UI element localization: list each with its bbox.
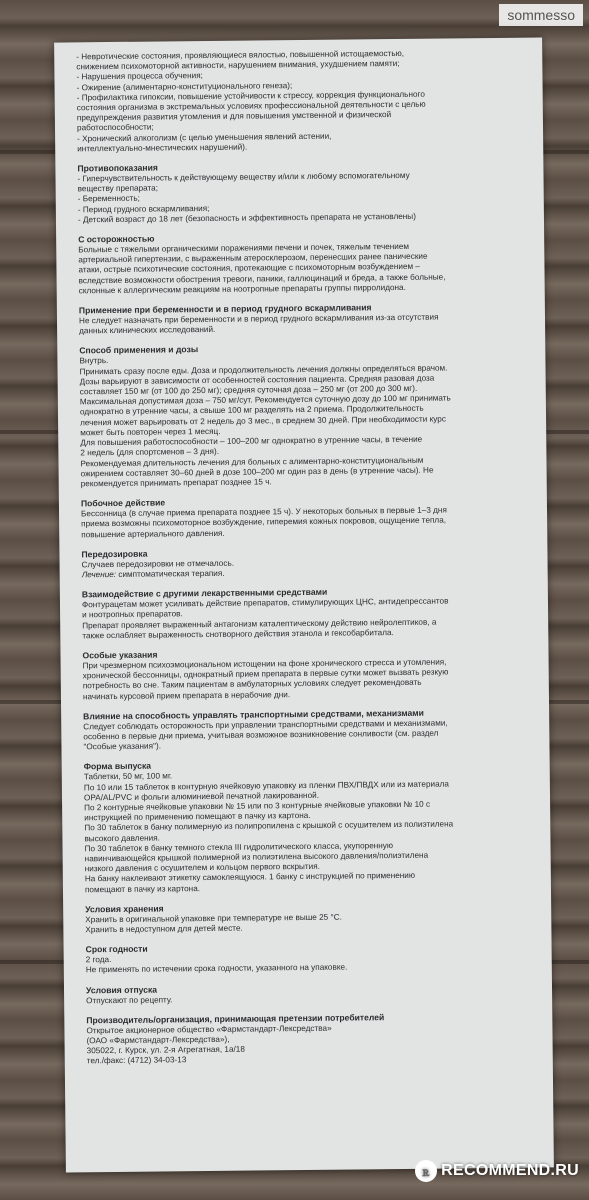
section-heading: Взаимодействие с другими лекарственными средствами [81, 586, 328, 600]
italic-label: Лечение: [81, 569, 117, 580]
text-line: Больные с тяжелыми органическими поражениями печени и почек, тяжелым течением [78, 241, 410, 255]
section-heading: Передозировка [81, 548, 148, 560]
section-heading: Способ применения и дозы [79, 344, 199, 356]
text-line: состояния организма в экстремальных условиях профессиональной деятельности с целью [76, 99, 426, 113]
text-line: - Беременность; [77, 194, 140, 204]
text-line: Для повышения работоспособности – 100–200 мг однократно в утренние часы, в течение [80, 434, 423, 448]
text-line: Таблетки, 50 мг, 100 мг. [83, 771, 173, 782]
text-line: - Гиперчувствительность к действующему веществу и/или к любому вспомогательному [77, 170, 410, 184]
text-line: 2 недель (для спортсменов – 3 дня). [80, 447, 220, 458]
text-line: Дозы варьируют в зависимости от особенностей состояния пациента. Средняя разовая доза [79, 373, 435, 387]
text-line: Случаев передозировки не отмечалось. [81, 558, 235, 570]
text-line: лечения может варьировать от 2 недель до 3 мес., в среднем 30 дней. При необходимости курс [80, 414, 446, 428]
text-line: хронической бессонницы, однократный прием препарата в первые сутки может вызвать резкую [82, 667, 449, 681]
text-line: составляет 150 мг (от 100 до 250 мг); средняя суточная доза – 250 мг (от 200 до 300 мг). [79, 383, 418, 397]
text-line: Бессонница (в случае приема препарата позднее 15 ч). У некоторых больных в первые 1–3 дня [80, 505, 447, 519]
text-line: рекомендуется принимать препарат позднее 15 ч. [80, 477, 272, 489]
leaflet-section [82, 646, 535, 703]
text-line: работоспособности; [76, 122, 154, 133]
text-line: навинчивающейся крышкой полимерной из полиэтилена высокого давления/полиэтилена [84, 850, 429, 864]
text-line: - Нарушения процесса обучения; [76, 71, 203, 82]
text-line: Внутрь. [79, 356, 109, 366]
text-line: 2 года. [85, 955, 112, 965]
text-line: Фонтурацетам может усиливать действие препаратов, стимулирующих ЦНС, антидепрессантов [81, 596, 449, 610]
text-line: и ноотропных препаратов. [82, 609, 183, 620]
leaflet-section [79, 341, 532, 489]
text-line: низкого давления с осушителем и кольцом первого вскрытия. [84, 862, 320, 874]
text-line: снижением психомоторной активности, нарушением внимания, ухудшением памяти; [76, 59, 400, 72]
text-line: По 2 контурные ячейковые упаковки № 15 или по 3 контурные ячейковые упаковки № 10 с [84, 799, 431, 813]
text-line: Хранить в оригинальной упаковке при температуре не выше 25 °С. [85, 912, 342, 925]
text-line: тел./факс: (4712) 34-03-13 [86, 1055, 187, 1066]
leaflet-section [83, 706, 535, 752]
text-line: высокого давления. [84, 833, 160, 843]
text-line: - Ожирение (алиментарно-конституционального генеза); [76, 80, 293, 92]
section-heading: Особые указания [82, 649, 158, 661]
text-line: может быть повторен через 1 месяц. [80, 426, 221, 438]
section-heading: Производитель/организация, принимающая претензии потребителей [86, 1011, 385, 1026]
text-line: приема возможны психомоторное возбуждение, гиперемия кожных покровов, ощущение тепла, [81, 515, 447, 529]
section-heading: Применение при беременности и в период грудного вскармливания [78, 302, 372, 316]
text-line: (ОАО «Фармстандарт-Лексредства»), [86, 1034, 230, 1046]
text-line: - Детский возраст до 18 лет (безопасность и эффективность препарата не установлены) [77, 211, 416, 225]
text-line: 305022, г. Курск, ул. 2-я Агрегатная, 1а/18 [86, 1044, 245, 1056]
leaflet-section [86, 1010, 539, 1067]
leaflet-section [82, 585, 535, 642]
leaflet-section [86, 980, 538, 1006]
recommend-logo [415, 1160, 579, 1182]
text-line: Хранить в недоступном для детей месте. [85, 923, 243, 935]
text-line: По 10 или 15 таблеток в контурную ячейковую упаковку из пленки ПВХ/ПВДХ или из материала [83, 779, 450, 792]
text-line: - Профилактика гипоксии, повышение устойчивости к стрессу, коррекция функционального [76, 89, 425, 103]
section-heading: Форма выпуска [83, 760, 152, 772]
section-heading: С осторожностью [78, 233, 155, 245]
leaflet-section [81, 544, 533, 580]
section-heading: Срок годности [85, 943, 148, 955]
text-line: данных клинических исследований. [79, 325, 216, 336]
text-line: повышение артериального давления. [81, 528, 225, 539]
text-line: предупреждения развития утомления и для повышения умственной и физической [76, 110, 392, 123]
text-line: особенно в первые дни приема, учитывая возможное возникновение сонливости (см. раздел [83, 728, 439, 742]
text-line: Принимать сразу после еды. Доза и продолжительность лечения должны определяться врачом. [79, 363, 448, 377]
recommend-icon: ꭱ [415, 1160, 437, 1182]
leaflet-section [86, 940, 538, 976]
text-line: OPA/AL/PVC и фольги алюминиевой печатной лакированной. [83, 790, 320, 803]
text-line: Рекомендуемая длительность лечения для больных с алиментарно-конституциональным [80, 455, 424, 468]
text-line: Не применять по истечении срока годности, указанного на упаковке. [85, 962, 348, 975]
text-line: интеллектуально-мнестических нарушений). [77, 142, 248, 154]
section-heading: Условия отпуска [85, 984, 158, 995]
leaflet-sections [77, 159, 538, 1067]
text-line: Открытое акционерное общество «Фармстандарт-Лексредства» [86, 1023, 332, 1036]
text-line: Не следует назначать при беременности и в период грудного вскармливания из-за отсутствия [78, 312, 439, 326]
text-line: На банку наклеивают этикетку самоклеящуюся. 1 банку с инструкцией по применению [84, 871, 416, 884]
text-line: артериальной гипертензии, с выраженным атеросклерозом, перенесших ранее панические [78, 251, 428, 265]
leaflet-section [85, 899, 537, 935]
intro-text [76, 48, 529, 155]
text-line: также ослабляет выраженность снотворного действия этанола и гексобарбитала. [82, 627, 394, 641]
text-line: - Хронический алкоголизм (с целью уменьшения явлений астении, [77, 131, 332, 143]
text-line: По 30 таблеток в банку темного стекла III гидролитического класса, укупоренную [84, 840, 394, 854]
text-line: Следует соблюдать осторожность при управлении транспортными средствами и механизмами, [83, 718, 448, 732]
leaflet-section [79, 301, 531, 337]
text-line: склонные к аллергическим реакциям на ноотропные препараты группы пирролидона. [78, 282, 406, 296]
text-line: однократно в утренние часы, а свыше 100 мг разделять на 2 приема. Продолжительность [79, 404, 424, 417]
section-heading: Условия хранения [85, 903, 164, 915]
text-line: При чрезмерном психоэмоциональном истощении на фоне хронического стресса и утомления, [82, 657, 447, 671]
leaflet-section [77, 159, 530, 226]
text-line: ожирением составляет 30–60 дней в дозе 100–200 мг один раз в день (в утренние часы). Не [80, 465, 434, 479]
text-line: Отпускают по рецепту. [86, 995, 173, 1005]
text-line: "Особые указания"). [83, 741, 162, 752]
section-heading: Противопоказания [77, 162, 158, 174]
section-heading: Влияние на способность управлять транспортными средствами, механизмами [83, 707, 424, 722]
text-line: потребность во сне. Таким пациентам в амбулаторных условиях следует рекомендовать [82, 678, 422, 691]
text-line: инструкцией по применению помещают в пачку из картона. [84, 811, 311, 823]
text-line: помещают в пачку из картона. [84, 883, 201, 894]
section-heading: Побочное действие [80, 497, 166, 509]
text-line: атаки, острые психотические состояния, протекающие с психомоторным возбуждением – [78, 262, 420, 275]
leaflet-section [84, 757, 537, 895]
text-line: - Период грудного вскармливания; [77, 203, 210, 214]
text-line: веществу препарата; [77, 183, 159, 194]
text-line: начинать курсовой прием препарата в нерабочие дни. [82, 689, 291, 701]
text-line: Препарат проявляет выраженный антагонизм каталептическому действию нейролептиков, а [82, 617, 437, 630]
recommend-text: RECOMMEND.RU [441, 1162, 579, 1179]
text-line: - Невротические состояния, проявляющиеся вялостью, повышенной истощаемостью, [76, 48, 405, 62]
text-line: вследствие возможности обострения тревоги, паники, галлюцинаций и бреда, а также больные, [78, 272, 446, 285]
instruction-leaflet [54, 37, 554, 1172]
leaflet-section [81, 494, 533, 540]
text-line: Максимальная допустимая доза – 750 мг/сут. Рекомендуется суточную дозу до 100 мг принимать [79, 393, 451, 407]
text-line: По 30 таблеток в банку полимерную из полипропилена с крышкой с осушителем из полиэтилена [84, 819, 454, 833]
italic-rest: симптоматическая терапия. [116, 568, 225, 579]
leaflet-section [78, 230, 531, 297]
author-watermark: sommesso [499, 4, 583, 26]
